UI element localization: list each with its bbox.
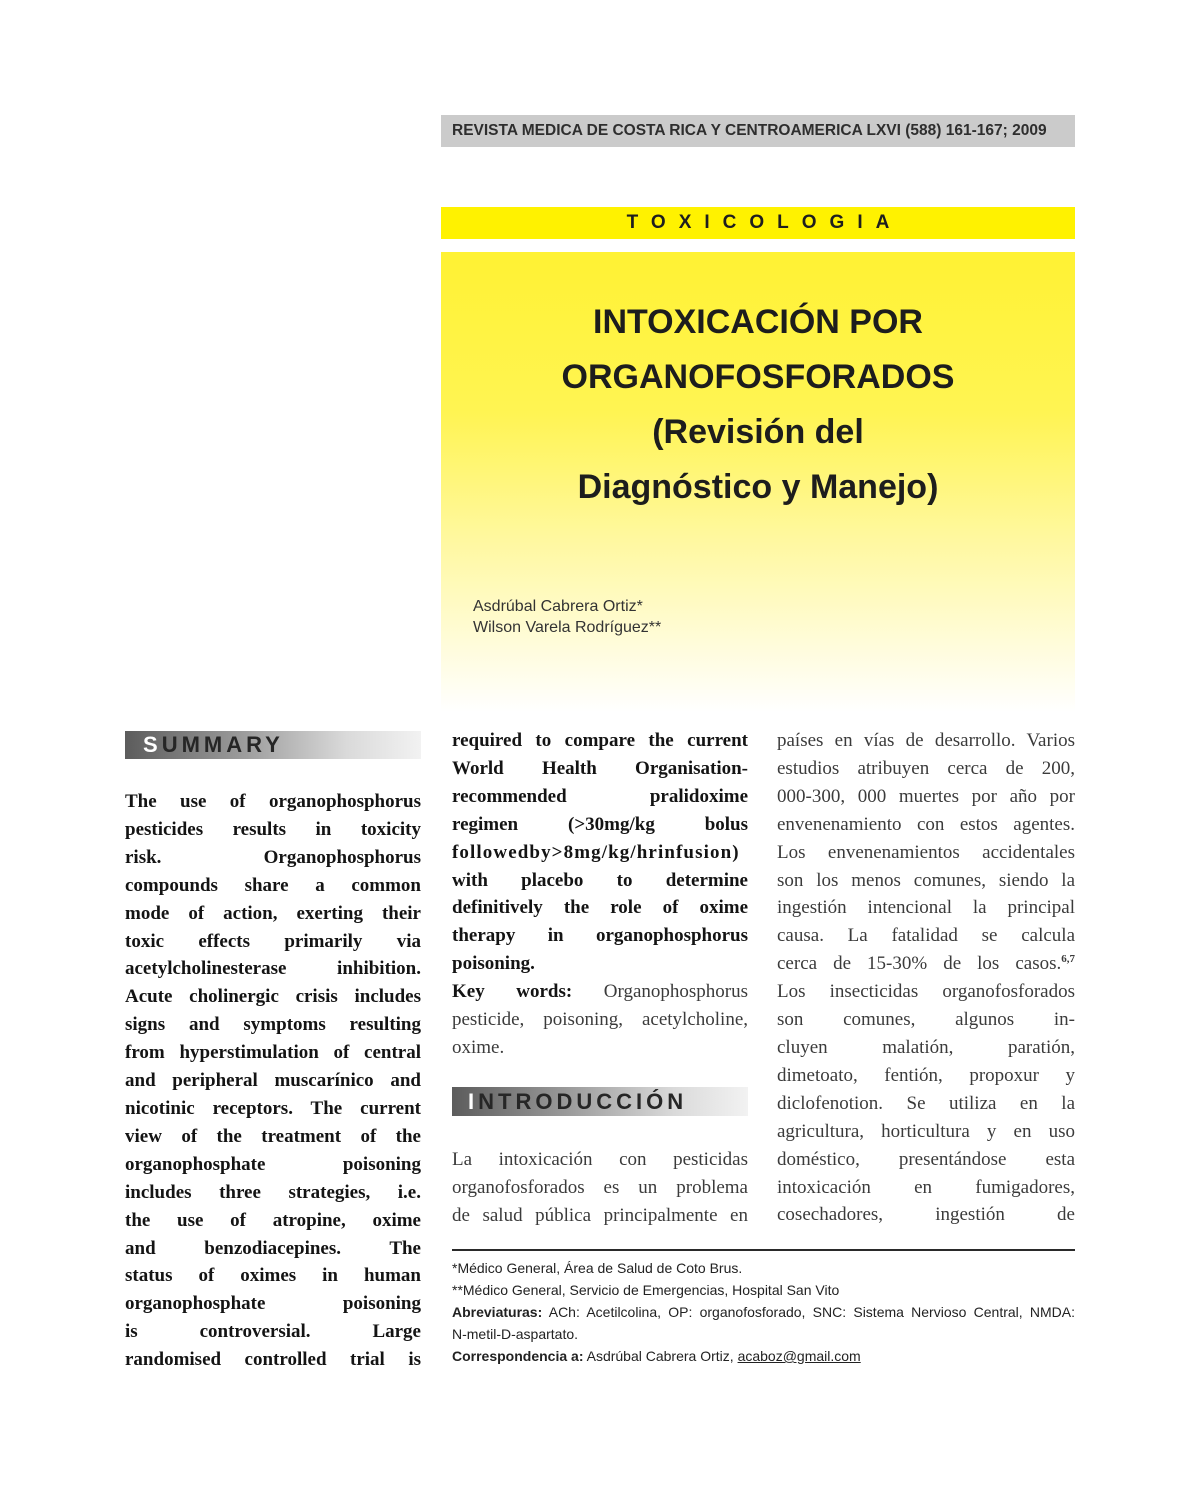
correspondence-label: Correspondencia a: (452, 1348, 584, 1364)
title-box (441, 252, 1075, 712)
introduction-line: son comunes, algunos in- (777, 1009, 1075, 1031)
summary-line: status of oximes in human (125, 1265, 421, 1287)
section-label-bar (441, 207, 1075, 239)
correspondence-name: Asdrúbal Cabrera Ortiz, (586, 1348, 734, 1364)
introduction-line: Los envenenamientos accidentales (777, 841, 1075, 863)
introduction-line: agricultura, horticultura y en uso (777, 1120, 1075, 1142)
summary-line: toxic effects primarily via (125, 930, 421, 952)
article-title (441, 295, 1075, 515)
summary-line: World Health Organisation- (452, 757, 748, 779)
introduction-column (452, 1146, 748, 1230)
summary-line: view of the treatment of the (125, 1125, 421, 1147)
introduction-line: intoxicación en fumigadores, (777, 1176, 1075, 1198)
summary-line: The use of organophosphorus (125, 791, 421, 812)
footnotes (452, 1257, 1075, 1367)
introduction-line: de salud pública principalmente en (452, 1204, 748, 1226)
summary-line: recommended pralidoxime (452, 785, 748, 807)
introduction-line-text: cerca de 15-30% de los casos. (777, 953, 1062, 975)
author-name: Asdrúbal Cabrera Ortiz* (473, 598, 643, 615)
title-line: Diagnóstico y Manejo) (577, 468, 939, 506)
abbreviations-line (452, 1301, 1075, 1323)
introduction-line (777, 950, 1075, 978)
introduction-line: diclofenotion. Se utiliza en la (777, 1092, 1075, 1114)
introduction-line: Los insecticidas organofosforados (777, 981, 1075, 1003)
summary-line: is controversial. Large (125, 1321, 421, 1343)
summary-line: risk. Organophosphorus (125, 846, 421, 868)
title-line: ORGANOFOSFORADOS (561, 358, 955, 396)
summary-line: therapy in organophosphorus (452, 925, 748, 947)
citation-superscript: 6,7 (1061, 953, 1075, 966)
introduction-line: ingestión intencional la principal (777, 897, 1075, 919)
keywords-text: Organophosphorus (603, 981, 749, 1003)
author-list (473, 596, 661, 638)
summary-line: followedby>8mg/kg/hrinfusion) (452, 841, 740, 863)
introduction-line: cosechadores, ingestión de (777, 1204, 1075, 1226)
summary-line: from hyperstimulation of central (125, 1042, 421, 1064)
summary-line: nicotinic receptors. The current (125, 1097, 421, 1119)
introduction-line: envenenamiento con estos agentes. (777, 813, 1075, 835)
introduction-line: cluyen malatión, paratión, (777, 1036, 1075, 1058)
introduction-line: La intoxicación con pesticidas (452, 1149, 748, 1170)
introduction-line: 000-300, 000 muertes por año por (777, 785, 1075, 807)
introduction-line: son los menos comunes, siendo la (777, 869, 1075, 891)
summary-line: poisoning. (452, 953, 535, 975)
summary-line: definitively the role of oxime (452, 897, 748, 919)
keywords-line: oxime. (452, 1036, 505, 1058)
summary-line: compounds share a common (125, 874, 421, 896)
author-affiliation: *Médico General, Área de Salud de Coto Brus. (452, 1260, 743, 1276)
summary-line: organophosphate poisoning (125, 1153, 421, 1175)
introduction-line: dimetoato, fentión, propoxur y (777, 1064, 1075, 1086)
introduction-line: países en vías de desarrollo. Varios (777, 730, 1075, 751)
section-label: TOXICOLOGIA (626, 212, 903, 233)
introduction-line: estudios atribuyen cerca de 200, (777, 757, 1075, 779)
abbreviations-text: ACh: Acetilcolina, OP: organofosforado, SNC: Sistema Nervioso Central, NMDA: (548, 1304, 1075, 1320)
title-line: INTOXICACIÓN POR (593, 303, 923, 341)
footnote-divider (452, 1249, 1075, 1251)
journal-citation: REVISTA MEDICA DE COSTA RICA Y CENTROAMERICA LXVI (588) 161-167; 2009 (452, 122, 1047, 139)
summary-column (125, 788, 421, 1374)
summary-line: organophosphate poisoning (125, 1293, 421, 1315)
correspondence-line (452, 1345, 1075, 1367)
author-name: Wilson Varela Rodríguez** (473, 619, 662, 636)
summary-line: required to compare the current (452, 730, 748, 751)
summary-line: and peripheral muscarínico and (125, 1070, 421, 1092)
summary-line: regimen (>30mg/kg bolus (452, 813, 748, 835)
summary-line: includes three strategies, i.e. (125, 1181, 421, 1203)
summary-line: pesticides results in toxicity (125, 818, 421, 840)
summary-line: randomised controlled trial is (125, 1349, 421, 1371)
introduction-heading-bar (452, 1087, 748, 1116)
introduction-line: organofosforados es un problema (452, 1176, 748, 1198)
journal-header-bar (441, 115, 1075, 147)
summary-continuation-column (452, 727, 748, 1062)
summary-line: Acute cholinergic crisis includes (125, 986, 421, 1008)
summary-line: the use of atropine, oxime (125, 1209, 421, 1231)
abbreviations-line: N-metil-D-aspartato. (452, 1326, 579, 1342)
introduction-heading: INTRODUCCIÓN (468, 1089, 688, 1114)
summary-heading-bar (125, 731, 421, 759)
summary-line: with placebo to determine (452, 869, 748, 891)
abbreviations-label: Abreviaturas: (452, 1304, 543, 1320)
summary-line: and benzodiacepines. The (125, 1237, 421, 1259)
correspondence-email-link[interactable]: acaboz@gmail.com (737, 1348, 861, 1364)
introduction-line: doméstico, presentándose esta (777, 1148, 1075, 1170)
introduction-column-right (777, 727, 1075, 1229)
keywords-line (452, 978, 748, 1006)
summary-line: signs and symptoms resulting (125, 1014, 421, 1036)
title-line: (Revisión del (652, 413, 864, 451)
keywords-line: pesticide, poisoning, acetylcholine, (452, 1009, 748, 1031)
keywords-label: Key words: (452, 981, 573, 1003)
introduction-line: causa. La fatalidad se calcula (777, 925, 1075, 947)
author-affiliation: **Médico General, Servicio de Emergencias, Hospital San Vito (452, 1282, 840, 1298)
summary-line: mode of action, exerting their (125, 902, 421, 924)
summary-line: acetylcholinesterase inhibition. (125, 958, 421, 980)
summary-heading: SUMMARY (143, 732, 284, 757)
